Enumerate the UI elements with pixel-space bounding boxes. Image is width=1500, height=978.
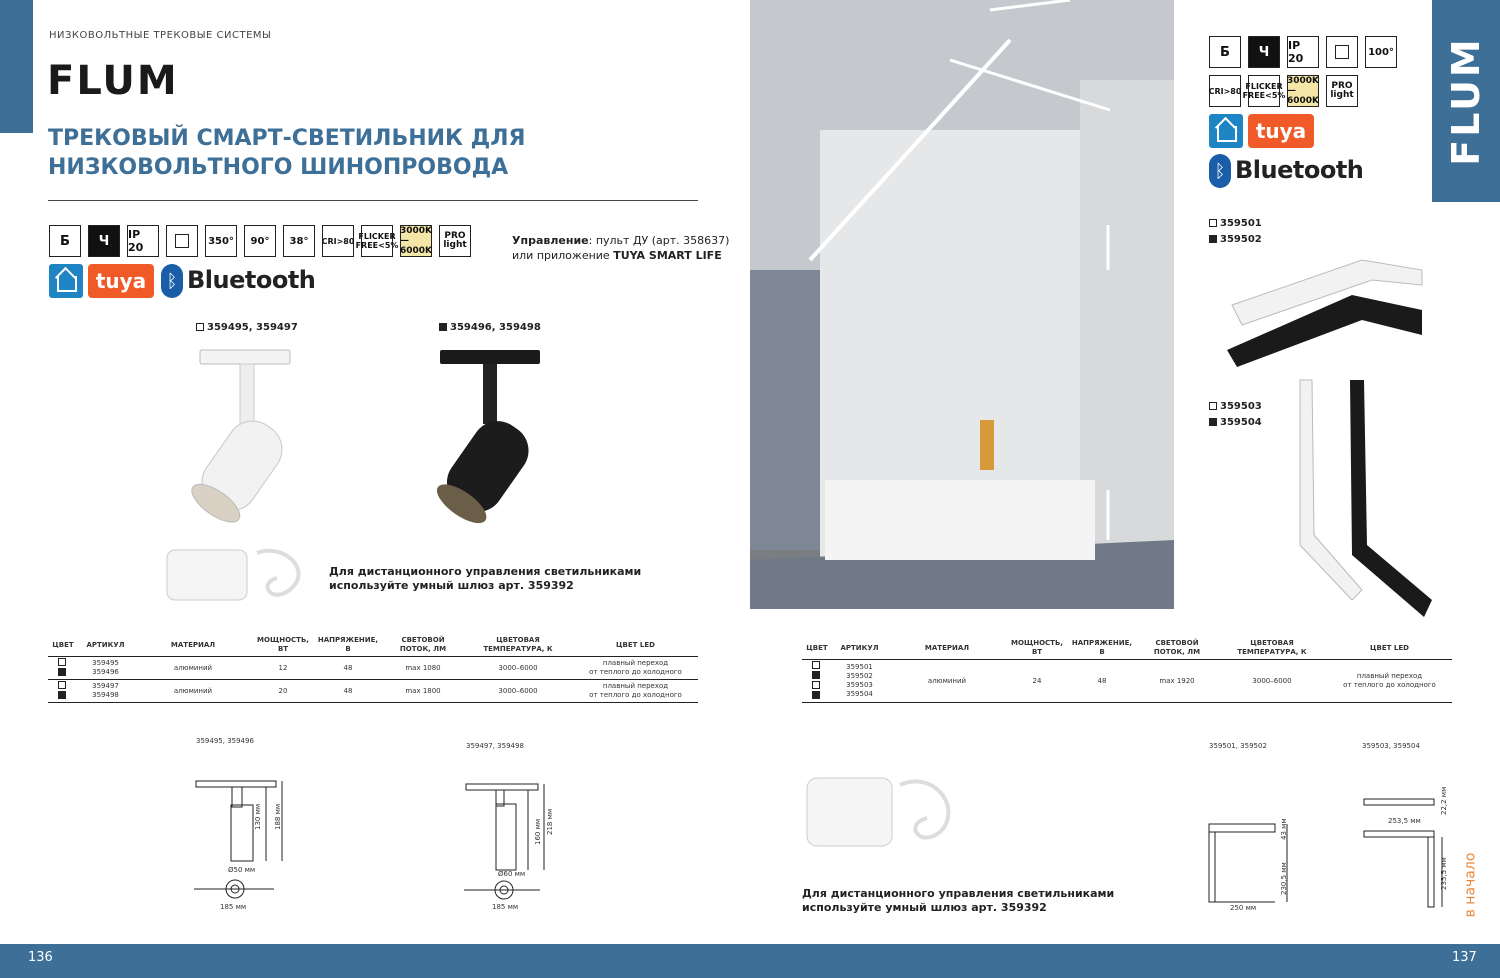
dimension-height-4b: 235,5 мм [1440, 857, 1448, 890]
angle-light-image-vertical [1292, 375, 1437, 620]
material-cell: алюминий [133, 680, 253, 703]
footer-bar [0, 944, 1500, 978]
white-square-icon [1209, 219, 1217, 227]
drawing-caption-4: 359503, 359504 [1362, 742, 1420, 750]
variant-white-label [196, 322, 298, 333]
dimension-width-4: 253,5 мм [1388, 817, 1421, 825]
badge-rotation-350: 350° [205, 225, 237, 257]
power-cell: 20 [253, 680, 313, 703]
page-number-right: 137 [1452, 950, 1477, 965]
flux-cell: max 1920 [1137, 660, 1217, 703]
variant-label-359501: 359501 [1209, 218, 1262, 229]
color-swatches [48, 657, 78, 680]
material-cell: алюминий [887, 660, 1007, 703]
product-title: ТРЕКОВЫЙ СМАРТ-СВЕТИЛЬНИК ДЛЯ НИЗКОВОЛЬТНОГО ШИНОПРОВОДА [48, 126, 526, 180]
dimension-width-1: 185 мм [220, 903, 247, 911]
gateway-note-line-2: используйте умный шлюз арт. 359392 [802, 901, 1047, 914]
black-square-icon [1209, 418, 1217, 426]
article-cell: 359501 359502 359503 359504 [832, 660, 887, 703]
smart-home-icon [1209, 114, 1243, 148]
control-label: Управление [512, 234, 589, 247]
table-row [48, 680, 698, 703]
bluetooth-icon: ᛒ [1209, 154, 1231, 188]
col-material: МАТЕРИАЛ [133, 634, 253, 657]
white-square-icon [196, 323, 204, 331]
table-row [802, 660, 1452, 703]
variant-black-articles: 359496, 359498 [450, 322, 541, 333]
variant-white-articles: 359495, 359497 [207, 322, 298, 333]
color-swatches [802, 660, 832, 703]
dimension-height-1a: 130 мм [254, 803, 262, 830]
badge-pro-light: PRO light [439, 225, 471, 257]
spec-table-right [802, 637, 1452, 703]
interior-photo [750, 0, 1174, 609]
col-color: ЦВЕТ [802, 637, 832, 660]
variant-black-label [439, 322, 541, 333]
badge-square-icon [1326, 36, 1358, 68]
col-led: ЦВЕТ LED [1327, 637, 1452, 660]
variant-label-359502: 359502 [1209, 234, 1262, 245]
dimension-diameter-2: Ø60 мм [498, 870, 526, 878]
drawing-caption-3: 359501, 359502 [1209, 742, 1267, 750]
back-to-start-link[interactable] [1454, 840, 1486, 930]
series-title: FLUM [47, 58, 179, 104]
badge-beam-38: 38° [283, 225, 315, 257]
black-square-icon [439, 323, 447, 331]
badge-beam-100: 100° [1365, 36, 1397, 68]
led-cell: плавный переход от теплого до холодного [573, 680, 698, 703]
voltage-cell: 48 [313, 680, 383, 703]
white-spotlight-image [185, 345, 305, 525]
drawing-caption-1: 359495, 359496 [196, 737, 254, 745]
gateway-note-line-1: Для дистанционного управления светильниками [802, 887, 1115, 900]
dimension-height-3b: 230,5 мм [1280, 862, 1288, 895]
badge-white: Б [49, 225, 81, 257]
badge-tilt-90: 90° [244, 225, 276, 257]
table-header-row [48, 634, 698, 657]
badge-square-icon [166, 225, 198, 257]
gateway-note-left [329, 565, 641, 593]
temp-cell: 3000–6000 [463, 680, 573, 703]
gateway-note-line-2: используйте умный шлюз арт. 359392 [329, 579, 574, 592]
control-info [512, 233, 729, 263]
black-spotlight-image [425, 345, 555, 525]
dimension-height-2b: 218 мм [546, 808, 554, 835]
temp-cell: 3000–6000 [1217, 660, 1327, 703]
article-cell: 359495 359496 [78, 657, 133, 680]
flux-cell: max 1080 [383, 657, 463, 680]
col-temp: ЦВЕТОВАЯ ТЕМПЕРАТУРА, К [1217, 637, 1327, 660]
col-temp: ЦВЕТОВАЯ ТЕМПЕРАТУРА, К [463, 634, 573, 657]
badge-ip20: IP 20 [1287, 36, 1319, 68]
badge-black: Ч [1248, 36, 1280, 68]
power-cell: 12 [253, 657, 313, 680]
dimension-diameter-1: Ø50 мм [228, 866, 256, 874]
black-square-icon [1209, 235, 1217, 243]
badge-cri: CRI>80 [1209, 75, 1241, 107]
back-link-label[interactable]: в начало [1462, 852, 1478, 918]
badge-black: Ч [88, 225, 120, 257]
angle-light-image-horizontal [1222, 255, 1432, 370]
dimension-height-1b: 188 мм [274, 803, 282, 830]
material-cell: алюминий [133, 657, 253, 680]
col-flux: СВЕТОВОЙ ПОТОК, ЛМ [383, 634, 463, 657]
badge-cri: CRI>80 [322, 225, 354, 257]
col-material: МАТЕРИАЛ [887, 637, 1007, 660]
bluetooth-wordmark: Bluetooth [187, 266, 316, 294]
white-square-icon [1209, 402, 1217, 410]
led-cell: плавный переход от теплого до холодного [1327, 660, 1452, 703]
bluetooth-wordmark: Bluetooth [1235, 156, 1364, 184]
badge-ip20: IP 20 [127, 225, 159, 257]
col-led: ЦВЕТ LED [573, 634, 698, 657]
col-voltage: НАПРЯЖЕНИЕ, В [313, 634, 383, 657]
dimension-height-4a: 22,2 мм [1440, 786, 1448, 815]
white-square-icon [812, 681, 820, 689]
col-flux: СВЕТОВОЙ ПОТОК, ЛМ [1137, 637, 1217, 660]
black-square-icon [58, 691, 66, 699]
white-square-icon [812, 661, 820, 669]
white-square-icon [58, 681, 66, 689]
gateway-image-right [802, 770, 967, 855]
dimension-height-2a: 160 мм [534, 818, 542, 845]
col-voltage: НАПРЯЖЕНИЕ, В [1067, 637, 1137, 660]
variant-label-359503: 359503 [1209, 401, 1262, 412]
tuya-logo: tuya [1248, 114, 1314, 148]
white-square-icon [58, 658, 66, 666]
tuya-logo: tuya [88, 264, 154, 298]
series-tab-label: FLUM [1444, 36, 1488, 166]
black-square-icon [812, 691, 820, 699]
gateway-note-right [802, 887, 1114, 915]
control-remote: : пульт ДУ (арт. 358637) [588, 234, 730, 247]
temp-cell: 3000–6000 [463, 657, 573, 680]
badge-pro-light: PRO light [1326, 75, 1358, 107]
table-header-row [802, 637, 1452, 660]
smart-home-icon [49, 264, 83, 298]
voltage-cell: 48 [313, 657, 383, 680]
section-label: НИЗКОВОЛЬТНЫЕ ТРЕКОВЫЕ СИСТЕМЫ [49, 30, 272, 41]
voltage-cell: 48 [1067, 660, 1137, 703]
badge-flicker-free: FLICKER FREE<5% [361, 225, 393, 257]
col-article: АРТИКУЛ [832, 637, 887, 660]
dimension-width-2: 185 мм [492, 903, 519, 911]
title-divider [48, 200, 698, 201]
table-row [48, 657, 698, 680]
badge-white: Б [1209, 36, 1241, 68]
square-icon [175, 234, 189, 248]
square-icon [1335, 45, 1349, 59]
col-power: МОЩНОСТЬ, ВТ [1007, 637, 1067, 660]
drawing-caption-2: 359497, 359498 [466, 742, 524, 750]
color-swatches [48, 680, 78, 703]
variant-label-359504: 359504 [1209, 417, 1262, 428]
badge-color-temp: 3000K — 6000K [1286, 76, 1320, 106]
flux-cell: max 1800 [383, 680, 463, 703]
spec-table-left [48, 634, 698, 703]
control-app-prefix: или приложение [512, 249, 610, 262]
interior-scene-illustration [750, 0, 1174, 609]
technical-drawing-4 [1360, 795, 1450, 915]
left-accent-tab [0, 0, 33, 133]
black-square-icon [812, 671, 820, 679]
gateway-image [162, 538, 322, 608]
badge-color-temp: 3000K — 6000K [399, 226, 433, 256]
technical-drawing-1 [190, 775, 300, 915]
page-number-left: 136 [28, 950, 53, 965]
gateway-note-line-1: Для дистанционного управления светильниками [329, 565, 642, 578]
col-article: АРТИКУЛ [78, 634, 133, 657]
led-cell: плавный переход от теплого до холодного [573, 657, 698, 680]
dimension-height-3a: 43 мм [1280, 818, 1288, 840]
dimension-width-3: 250 мм [1230, 904, 1257, 912]
black-square-icon [58, 668, 66, 676]
col-color: ЦВЕТ [48, 634, 78, 657]
series-tab-title [1432, 0, 1500, 202]
col-power: МОЩНОСТЬ, ВТ [253, 634, 313, 657]
badge-flicker-free: FLICKER FREE<5% [1248, 75, 1280, 107]
technical-drawing-2 [460, 780, 570, 910]
control-app-name: TUYA SMART LIFE [613, 249, 722, 262]
article-cell: 359497 359498 [78, 680, 133, 703]
power-cell: 24 [1007, 660, 1067, 703]
bluetooth-icon: ᛒ [161, 264, 183, 298]
